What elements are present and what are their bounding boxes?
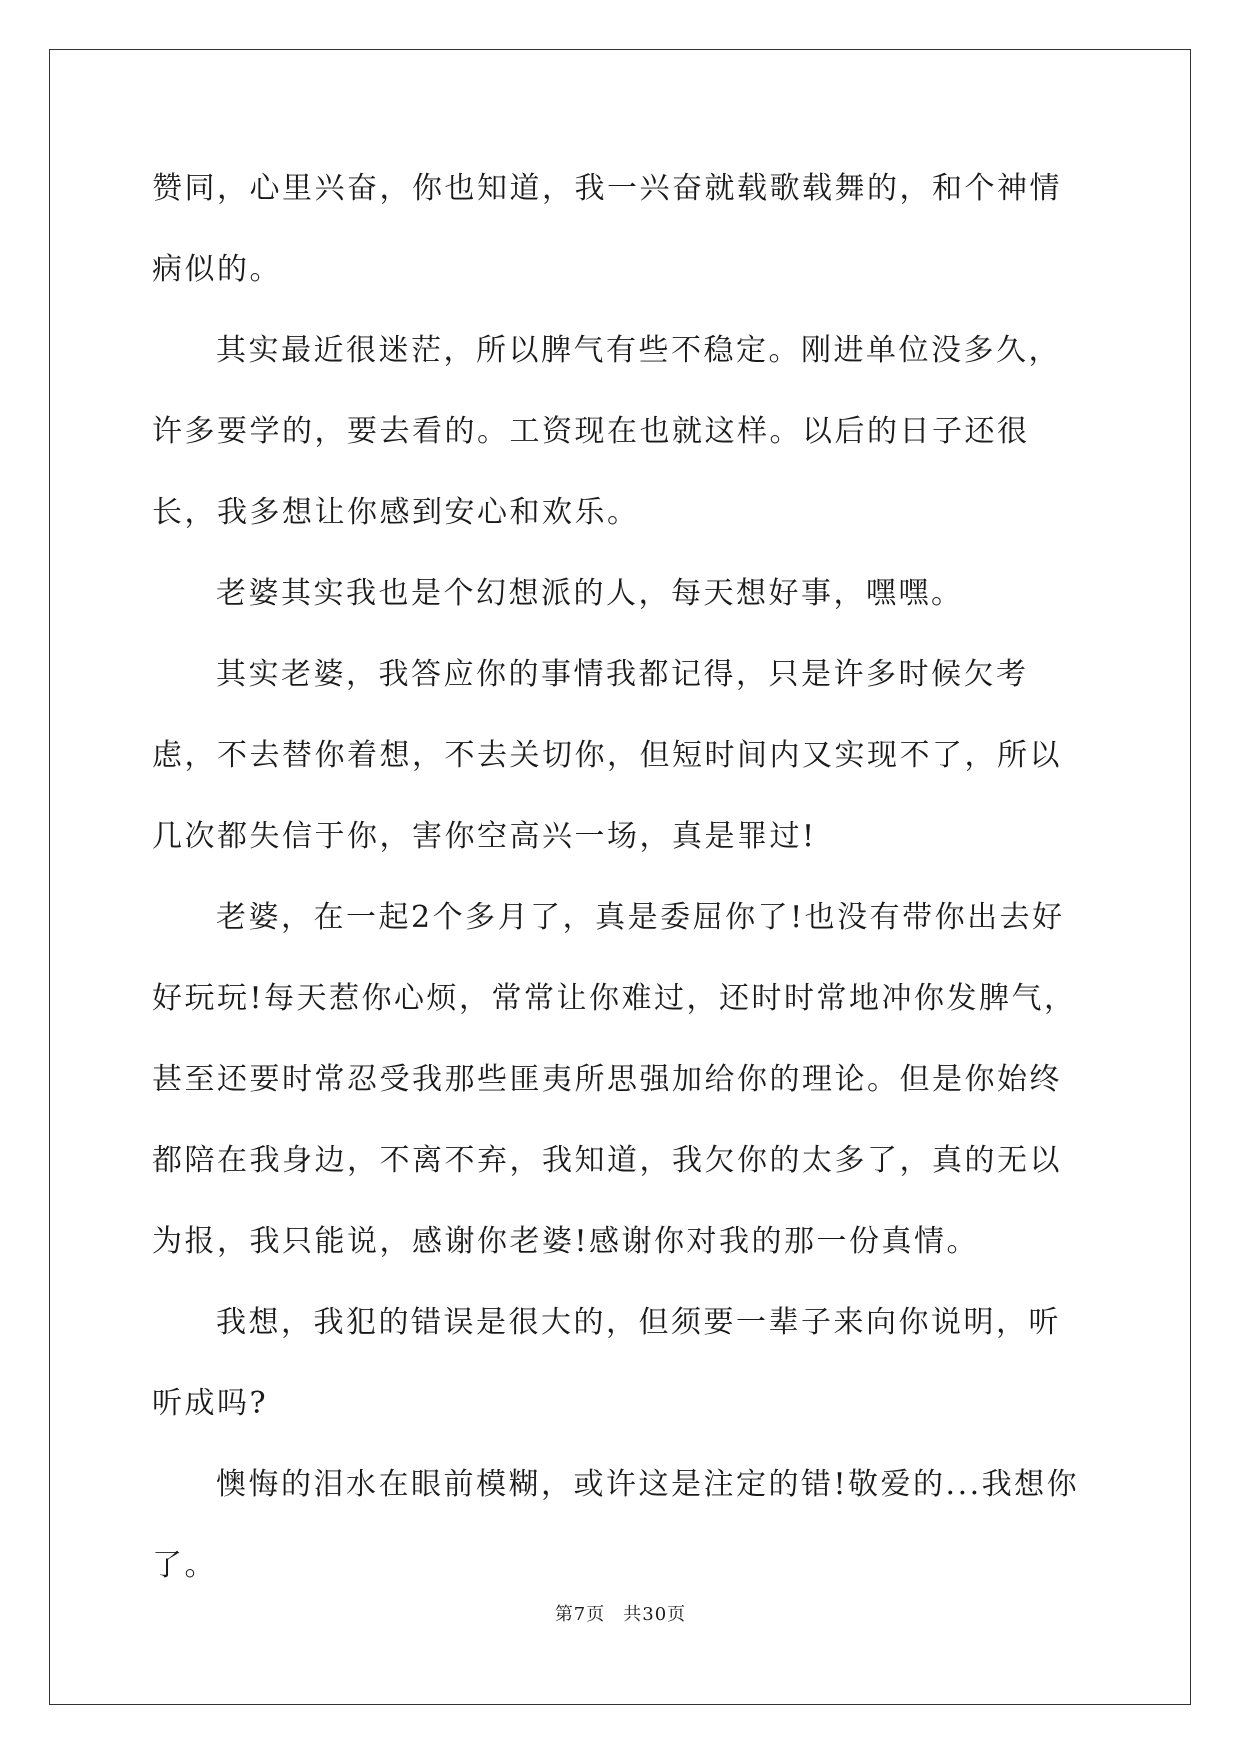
- paragraph: 其实老婆，我答应你的事情我都记得，只是许多时候欠考虑，不去替你着想，不去关切你，但短时间内又实现不了，所以几次都失信于你，害你空高兴一场，真是罪过!: [152, 657, 1062, 854]
- paragraph: 赞同，心里兴奋，你也知道，我一兴奋就载歌载舞的，和个神情病似的。: [152, 171, 1062, 287]
- paragraph: 其实最近很迷茫，所以脾气有些不稳定。刚进单位没多久，许多要学的，要去看的。工资现在也就这样。以后的日子还很长，我多想让你感到安心和欢乐。: [152, 333, 1061, 530]
- paragraph: 老婆其实我也是个幻想派的人，每天想好事，嘿嘿。: [216, 576, 964, 611]
- total-pages: 共30页: [623, 1604, 687, 1625]
- paragraph: 老婆，在一起2个多月了，真是委屈你了!也没有带你出去好好玩玩!每天惹你心烦，常常让你难过，还时时常地冲你发脾气，甚至还要时常忍受我那些匪夷所思强加给你的理论。但是你始终都陪在我身边，不离不弃，我知道，我欠你的太多了，真的无以为报，我只能说，感谢你老婆!感谢你对我的那一份真情。: [152, 900, 1077, 1259]
- page-footer: [0, 1600, 1241, 1626]
- page-number: 第7页: [554, 1604, 606, 1625]
- paragraph: 我想，我犯的错误是很大的，但须要一辈子来向你说明，听听成吗?: [152, 1305, 1061, 1421]
- paragraph: 懊悔的泪水在眼前模糊，或许这是注定的错!敬爱的...我想你了。: [152, 1467, 1080, 1583]
- document-body: [152, 148, 1092, 1606]
